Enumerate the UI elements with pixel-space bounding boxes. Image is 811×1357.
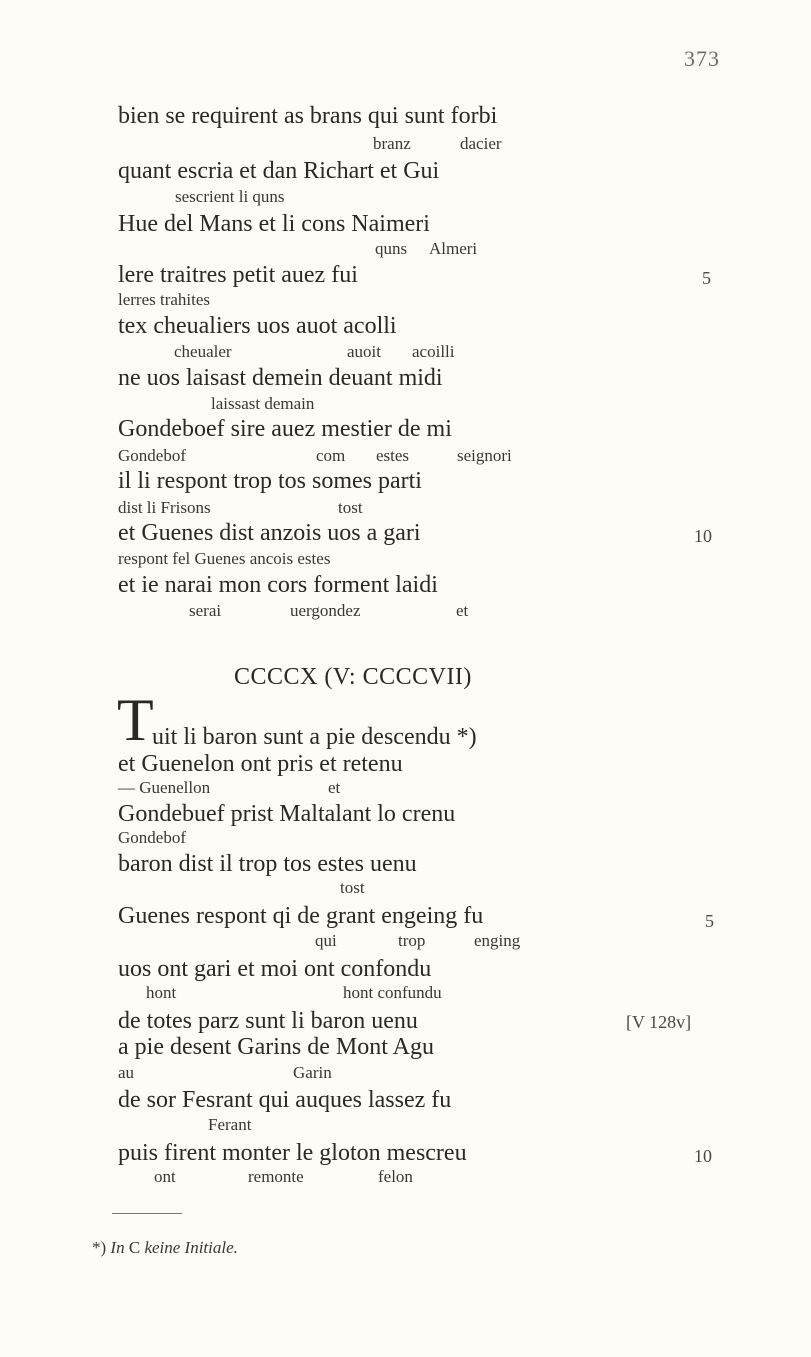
footnote-text: keine Initiale. [144,1238,238,1257]
verse-line: de sor Fesrant qui auques lassez fu [118,1087,452,1113]
variant-reading: tost [340,878,365,897]
variant-reading: Gondebof [118,446,186,465]
variant-reading: trop [398,931,426,950]
verse-line: Gondeboef sire auez mestier de mi [118,416,452,442]
verse-line: de totes parz sunt li baron uenu [118,1008,418,1034]
verse-line: ne uos laisast demein deuant midi [118,365,443,391]
variant-reading: seignori [457,446,512,465]
variant-reading: Gondebof [118,828,186,847]
variant-reading: au [118,1063,135,1082]
variant-reading: uergondez [290,601,361,620]
verse-line: Gondebuef prist Maltalant lo crenu [118,801,456,827]
verse-line: et Guenes dist anzois uos a gari [118,520,421,546]
variant-reading: serai [189,601,222,620]
verse-line: Guenes respont qi de grant engeing fu [118,903,484,929]
variant-reading: sescrient li quns [175,187,285,206]
line-number: 5 [702,268,711,288]
verse-line: lere traitres petit auez fui [118,262,358,288]
variant-reading: Almeri [429,239,478,258]
verse-line: Hue del Mans et li cons Naimeri [118,211,430,237]
line-number: 10 [694,526,712,546]
footnote-rule [112,1213,182,1214]
variant-reading: Ferant [208,1115,252,1134]
variant-reading: laissast demain [211,394,315,413]
verse-line: il li respont trop tos somes parti [118,468,422,494]
variant-reading: cheualer [174,342,232,361]
line-number: 10 [694,1146,712,1166]
footnote-mark: *) [92,1238,107,1257]
verse-line: baron dist il trop tos estes uenu [118,851,417,877]
verse-line: uos ont gari et moi ont confondu [118,956,432,982]
verse-line: quant escria et dan Richart et Gui [118,158,440,184]
initial-letter: T [117,687,154,753]
footnote [92,1238,238,1258]
page-number: 373 [684,46,720,71]
variant-reading: remonte [248,1167,304,1186]
variant-reading: branz [373,134,411,153]
verse-line: uit li baron sunt a pie descendu *) [152,724,477,750]
variant-reading: felon [378,1167,413,1186]
variant-reading: lerres trahites [118,290,211,309]
verse-line: et ie narai mon cors forment laidi [118,572,438,598]
variant-reading: estes [376,446,410,465]
variant-reading: — Guenellon [118,778,211,797]
variant-reading: qui [315,931,337,950]
verse-line: tex cheualiers uos auot acolli [118,313,397,339]
variant-reading: quns [375,239,408,258]
verse-line: a pie desent Garins de Mont Agu [118,1034,434,1060]
verse-line: bien se requirent as brans qui sunt forbi [118,103,498,129]
variant-reading: auoit [347,342,381,361]
variant-reading: com [316,446,346,465]
variant-reading: hont confundu [343,983,442,1002]
verse-line: et Guenelon ont pris et retenu [118,751,403,777]
variant-reading: dist li Frisons [118,498,211,517]
line-number: 5 [705,911,714,931]
footnote-text: In [110,1238,125,1257]
variant-reading: acoilli [412,342,455,361]
variant-reading: et [456,601,469,620]
variant-reading: hont [146,983,177,1002]
variant-reading: tost [338,498,363,517]
laisse-heading: CCCCX (V: CCCCVII) [234,664,472,690]
verse-line: puis firent monter le gloton mescreu [118,1140,467,1166]
variant-reading: enging [474,931,521,950]
variant-reading: ont [154,1167,176,1186]
variant-reading: respont fel Guenes ancois estes [118,549,331,568]
line-number: [V 128v] [626,1012,692,1032]
variant-reading: Garin [293,1063,332,1082]
footnote-siglum: C [128,1238,141,1257]
variant-reading: dacier [460,134,502,153]
variant-reading: et [328,778,341,797]
